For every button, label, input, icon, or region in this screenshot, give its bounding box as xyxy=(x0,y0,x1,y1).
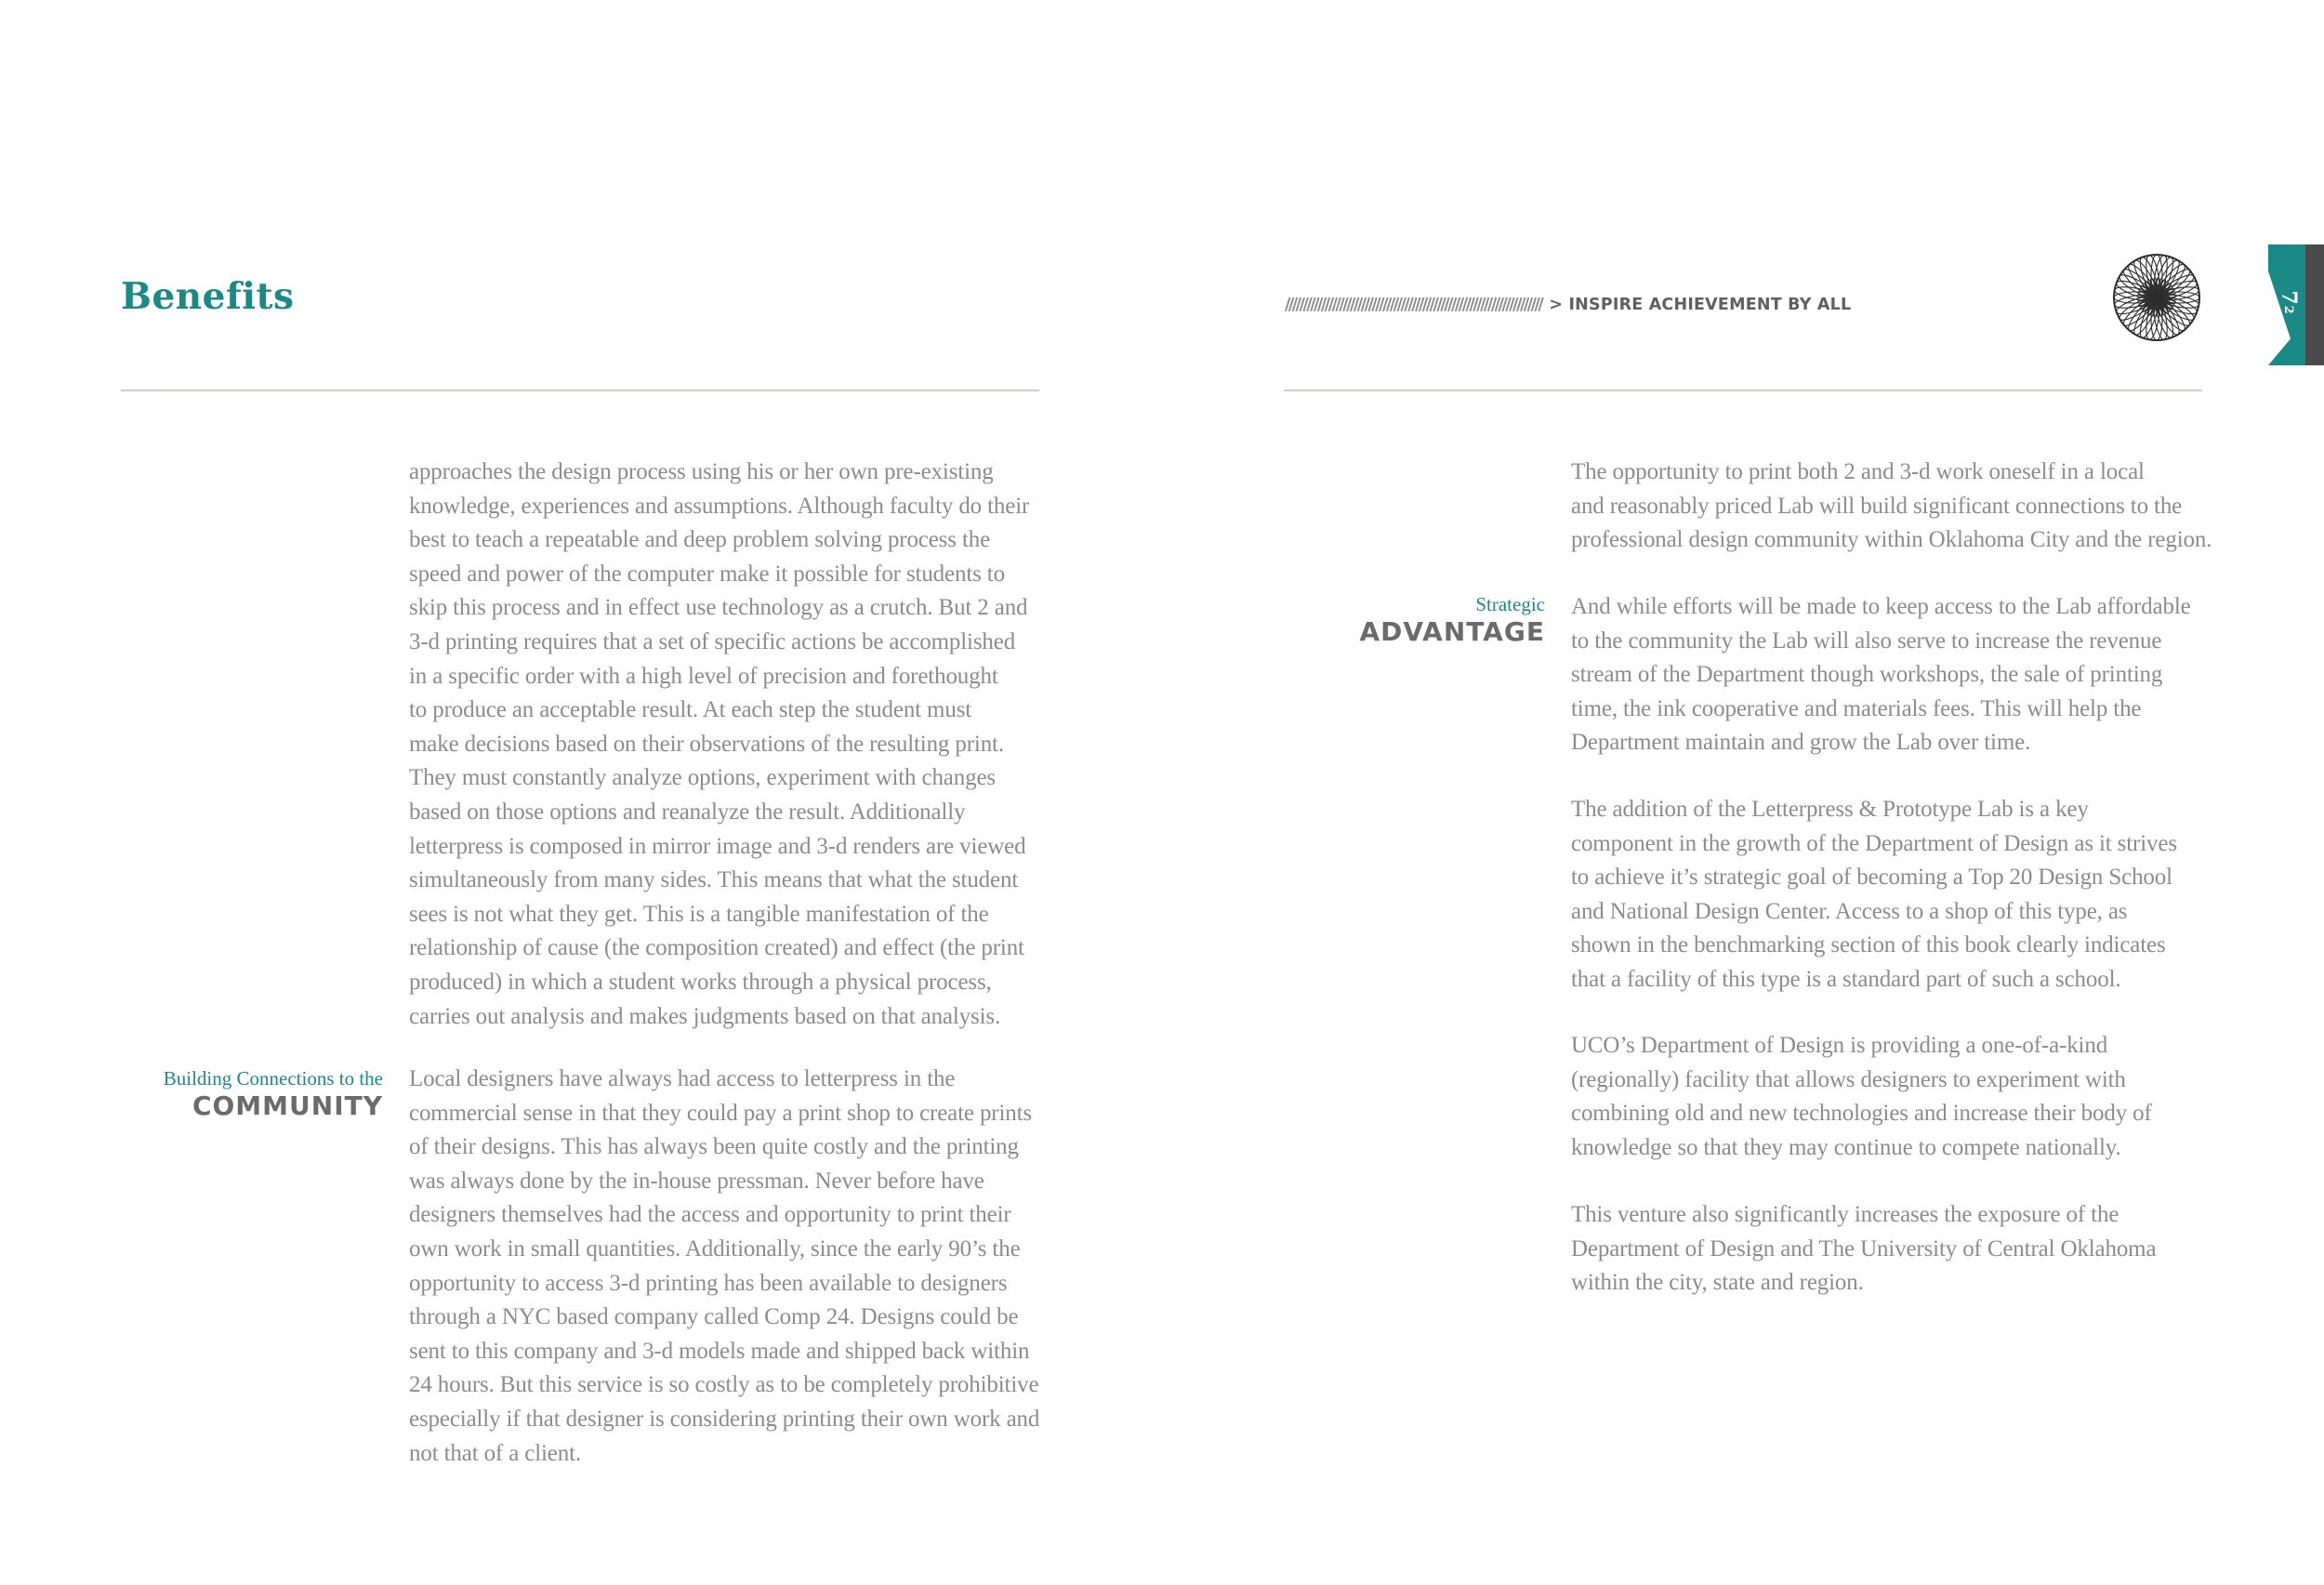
page-number xyxy=(2270,284,2307,321)
text-line: letterpress is composed in mirror image and 3-d renders are viewed xyxy=(409,833,1026,859)
page-tab-strip xyxy=(2305,244,2324,365)
text-line: make decisions based on their observations of the resulting print. xyxy=(409,731,1004,757)
text-line: own work in small quantities. Additionally, since the early 90’s the xyxy=(409,1235,1021,1261)
right-paragraph-5 xyxy=(1571,1198,2156,1301)
text-line: Department of Design and The University of Central Oklahoma xyxy=(1571,1235,2157,1261)
text-line: component in the growth of the Department of Design as it strives xyxy=(1571,830,2177,856)
text-line: relationship of cause (the composition created) and effect (the print xyxy=(409,935,1024,961)
text-line: not that of a client. xyxy=(409,1440,581,1466)
text-line: Department maintain and grow the Lab over time. xyxy=(1571,730,2031,756)
text-line: opportunity to access 3-d printing has been available to designers xyxy=(409,1270,1008,1296)
text-line: skip this process and in effect use technology as a crutch. But 2 and xyxy=(409,595,1028,621)
text-line: approaches the design process using his or her own pre-existing xyxy=(409,459,994,484)
right-paragraph-2 xyxy=(1571,590,2191,760)
text-line: in a specific order with a high level of precision and forethought xyxy=(409,663,998,689)
community-side-heading xyxy=(164,1066,383,1122)
text-line: The addition of the Letterpress & Prototype Lab is a key xyxy=(1571,797,2089,822)
text-line: 24 hours. But this service is so costly as to be completely prohibitive xyxy=(409,1372,1039,1398)
text-line: The opportunity to print both 2 and 3-d work oneself in a local xyxy=(1571,459,2145,484)
community-heading-main: COMMUNITY xyxy=(191,1090,383,1121)
right-paragraph-4 xyxy=(1571,1029,2152,1165)
text-line: based on those options and reanalyze the result. Additionally xyxy=(409,799,966,825)
text-line: sent to this company and 3-d models made and shipped back within xyxy=(409,1338,1030,1364)
text-line: through a NYC based company called Comp 24. Designs could be xyxy=(409,1304,1019,1330)
text-line: time, the ink cooperative and materials fees. This will help the xyxy=(1571,695,2142,721)
text-line: within the city, state and region. xyxy=(1571,1270,1864,1296)
text-line: best to teach a repeatable and deep problem solving process the xyxy=(409,527,991,553)
left-header-rule xyxy=(121,390,1039,391)
text-line: that a facility of this type is a standard part of such a school. xyxy=(1571,966,2121,992)
right-paragraph-3 xyxy=(1571,793,2177,997)
text-line: commercial sense in that they could pay a print shop to create prints xyxy=(409,1100,1032,1126)
text-line: combining old and new technologies and increase their body of xyxy=(1571,1101,2152,1127)
advantage-heading-sub: Strategic xyxy=(1475,593,1545,615)
text-line: simultaneously from many sides. This means that what the student xyxy=(409,867,1019,893)
text-line: produced) in which a student works through a physical process, xyxy=(409,969,992,995)
text-line: sees is not what they get. This is a tangible manifestation of the xyxy=(409,901,989,927)
tagline xyxy=(1285,296,1851,314)
text-line: to achieve it’s strategic goal of becoming a Top 20 Design School xyxy=(1571,865,2172,891)
text-line: and reasonably priced Lab will build significant connections to the xyxy=(1571,493,2183,519)
text-line: especially if that designer is considering printing their own work and xyxy=(409,1406,1040,1432)
page-number-main: 7 xyxy=(2277,290,2301,305)
advantage-heading-main: ADVANTAGE xyxy=(1359,616,1545,647)
right-header-rule xyxy=(1284,390,2202,391)
left-paragraph-2 xyxy=(409,1063,1039,1471)
page-title: Benefits xyxy=(121,275,295,318)
text-line: (regionally) facility that allows designers to experiment with xyxy=(1571,1066,2126,1092)
text-line: They must constantly analyze options, experiment with changes xyxy=(409,765,996,791)
text-line: speed and power of the computer make it possible for students to xyxy=(409,561,1005,587)
text-line: to produce an acceptable result. At each step the student must xyxy=(409,697,972,723)
text-line: This venture also significantly increases the exposure of the xyxy=(1571,1202,2119,1227)
text-line: Local designers have always had access to letterpress in the xyxy=(409,1066,956,1091)
text-line: UCO’s Department of Design is providing a one-of-a-kind xyxy=(1571,1033,2108,1058)
tagline-slashes: /////////////////////////////////////////////////////////////////////// xyxy=(1285,296,1542,314)
left-paragraph-1 xyxy=(409,456,1029,1034)
community-heading-sub: Building Connections to the xyxy=(163,1067,383,1090)
page-number-sup: 2 xyxy=(2281,305,2296,314)
text-line: And while efforts will be made to keep access to the Lab affordable xyxy=(1571,594,2191,619)
rosette-emblem-icon xyxy=(2112,253,2201,342)
advantage-side-heading xyxy=(1360,592,1546,648)
text-line: stream of the Department though workshops, the sale of printing xyxy=(1571,662,2163,688)
text-line: knowledge so that they may continue to compete nationally. xyxy=(1571,1134,2121,1160)
text-line: designers themselves had the access and opportunity to print their xyxy=(409,1202,1011,1228)
text-line: of their designs. This has always been quite costly and the printing xyxy=(409,1134,1019,1160)
text-line: was always done by the in-house pressman. Never before have xyxy=(409,1168,984,1194)
text-line: professional design community within Oklahoma City and the region. xyxy=(1571,527,2212,553)
tagline-text: > INSPIRE ACHIEVEMENT BY ALL xyxy=(1549,296,1852,314)
right-paragraph-1 xyxy=(1571,456,2212,558)
text-line: carries out analysis and makes judgments based on that analysis. xyxy=(409,1003,1001,1029)
text-line: shown in the benchmarking section of this book clearly indicates xyxy=(1571,932,2166,958)
text-line: to the community the Lab will also serve to increase the revenue xyxy=(1571,627,2162,654)
text-line: knowledge, experiences and assumptions. Although faculty do their xyxy=(409,493,1030,519)
text-line: 3-d printing requires that a set of specific actions be accomplished xyxy=(409,628,1016,654)
text-line: and National Design Center. Access to a shop of this type, as xyxy=(1571,898,2128,924)
